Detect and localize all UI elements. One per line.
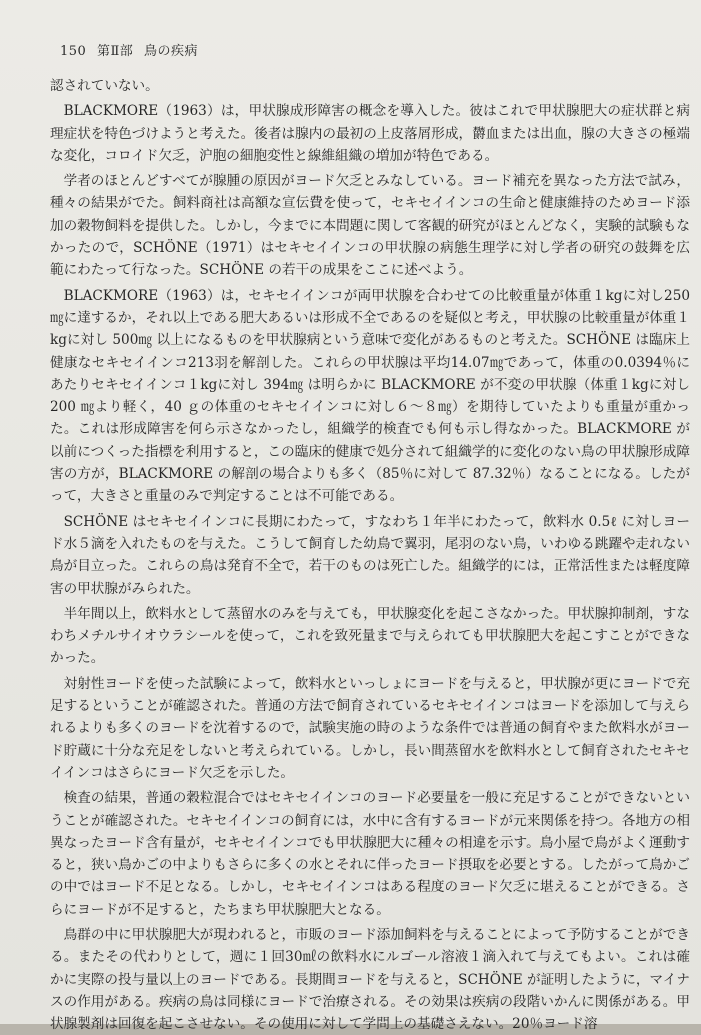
paragraph: 鳥群の中に甲状腺肥大が現われると，市販のヨード添加飼料を与えることによって予防することができる。またその代わりとして，週に１回30㎖の飲料水にルゴール溶液１滴入れて与えてもよい。これは確かに実際の投与量以上のヨードである。長期間ヨードを与えると，SCHÖNE が証明したように，マイナスの作用がある。疾病の鳥は同様にヨードで治療される。その効果は疾病の段階いかんに関係がある。甲状腺製剤は回復を起こさせない。その使用に対して学問上の基礎さえない。20％ヨード溶: [50, 926, 690, 1033]
paragraph: 学者のほとんどすべてが腺腫の原因がヨード欠乏とみなしている。ヨード補充を異なった方法で試み，種々の結果がでた。飼料商社は高額な宣伝費を使って，セキセイインコの生命と健康維持のためヨード添加の穀物飼料を提供した。しかし，今までに本問題に関して客観的研究がほとんどなく，実験的試験もなかったので，SCHÖNE（1971）はセキセイインコの甲状腺の病態生理学に対し学者の研究の鼓舞を広範にわたって行なった。SCHÖNE の若干の成果をここに述べよう。: [50, 173, 690, 279]
paragraph: SCHÖNE はセキセイインコに長期にわたって，すなわち１年半にわたって，飲料水 0.5ℓ に対しヨード水５滴を入れたものを与えた。こうして飼育した幼鳥で翼羽，尾羽のない鳥，いわゆる跳躍や走れない鳥が目立った。これらの鳥は発育不全で，若干のものは死亡した。組織学的には，正常活性または軽度障害の甲状腺がみられた。: [50, 513, 690, 597]
body-text: [50, 75, 690, 1035]
paragraph: 対射性ヨードを使った試験によって，飲料水といっしょにヨードを与えると，甲状腺が更にヨードで充足するということが確認された。普通の方法で飼育されているセキセイインコはヨードを添加して与えられるよりも多くのヨードを沈着するので，試験実施の時のような条件では普通の飼育やまた飲料水がヨード貯蔵に十分な充足をしないと考えられている。しかし，長い間蒸留水を飲料水として飼育されたセキセイインコはさらにヨード欠乏を示した。: [50, 675, 690, 781]
paragraph: 認されていない。: [50, 78, 159, 94]
part-label: 第Ⅱ部: [96, 44, 134, 59]
running-header: [60, 40, 204, 59]
chapter-title: 鳥の疾病: [143, 44, 198, 59]
paragraph: BLACKMORE（1963）は，セキセイインコが両甲状腺を合わせての比較重量が体重１kgに対し250㎎に達するか，それ以上である肥大あるいは形成不全であるのを疑似と考え，甲状腺の比較重量が体重１kgに対し 500㎎ 以上になるものを甲状腺病という意味で変化があるものと考えた。SCHÖNE は臨床上健康なセキセイインコ213羽を解剖した。これらの甲状腺は平均14.07㎎であって，体重の0.0394％にあたりセキセイインコ１kgに対し 394㎎ は明らかに BLACKMORE が不変の甲状腺（体重１kgに対し 200 ㎎より軽く，40 ｇの体重のセキセイインコに対し６～８㎎）を期待していたよりも重量が重かった。これは形成障害を何ら示さなかったし，組織学的検査でも何も示し得なかった。BLACKMORE が以前につくった指標を利用すると，この臨床的健康で処分されて組織学的に変化のない鳥の甲状腺形成障害の方が，BLACKMORE の解剖の場合よりも多く（85％に対して 87.32％）なることになる。したがって，大きさと重量のみで判定することは不可能である。: [50, 287, 690, 505]
paragraph: 検査の結果，普通の穀粒混合ではセキセイインコのヨード必要量を一般に充足することができないということが確認された。セキセイインコの飼育には，水中に含有するヨードが元来関係を持つ。各地方の相異なったヨード含有量が，セキセイインコでも甲状腺肥大に種々の相違を示す。鳥小屋で鳥がよく運動すると，狭い鳥かごの中よりもさらに多くの水とそれに伴ったヨード摂取を必要とする。したがって鳥かごの中ではヨード不足となる。しかし，セキセイインコはある程度のヨード欠乏に堪えることができる。さらにヨードが不足すると，たちまち甲状腺肥大となる。: [50, 790, 690, 918]
paragraph: BLACKMORE（1963）は，甲状腺成形障害の概念を導入した。彼はこれで甲状腺肥大の症状群と病理症状を特色づけようと考えた。後者は腺内の最初の上皮落屑形成，欝血または出血，腺の大きさの極端な変化，コロイド欠乏，沪胞の細胞変性と線維組織の増加が特色である。: [50, 103, 690, 164]
paragraph: 半年間以上，飲料水として蒸留水のみを与えても，甲状腺変化を起こさなかった。甲状腺抑制剤，すなわちメチルサイオウラシールを使って，これを致死量まで与えられても甲状腺肥大を起こすことができなかった。: [50, 605, 690, 667]
page-number: 150: [60, 44, 87, 59]
